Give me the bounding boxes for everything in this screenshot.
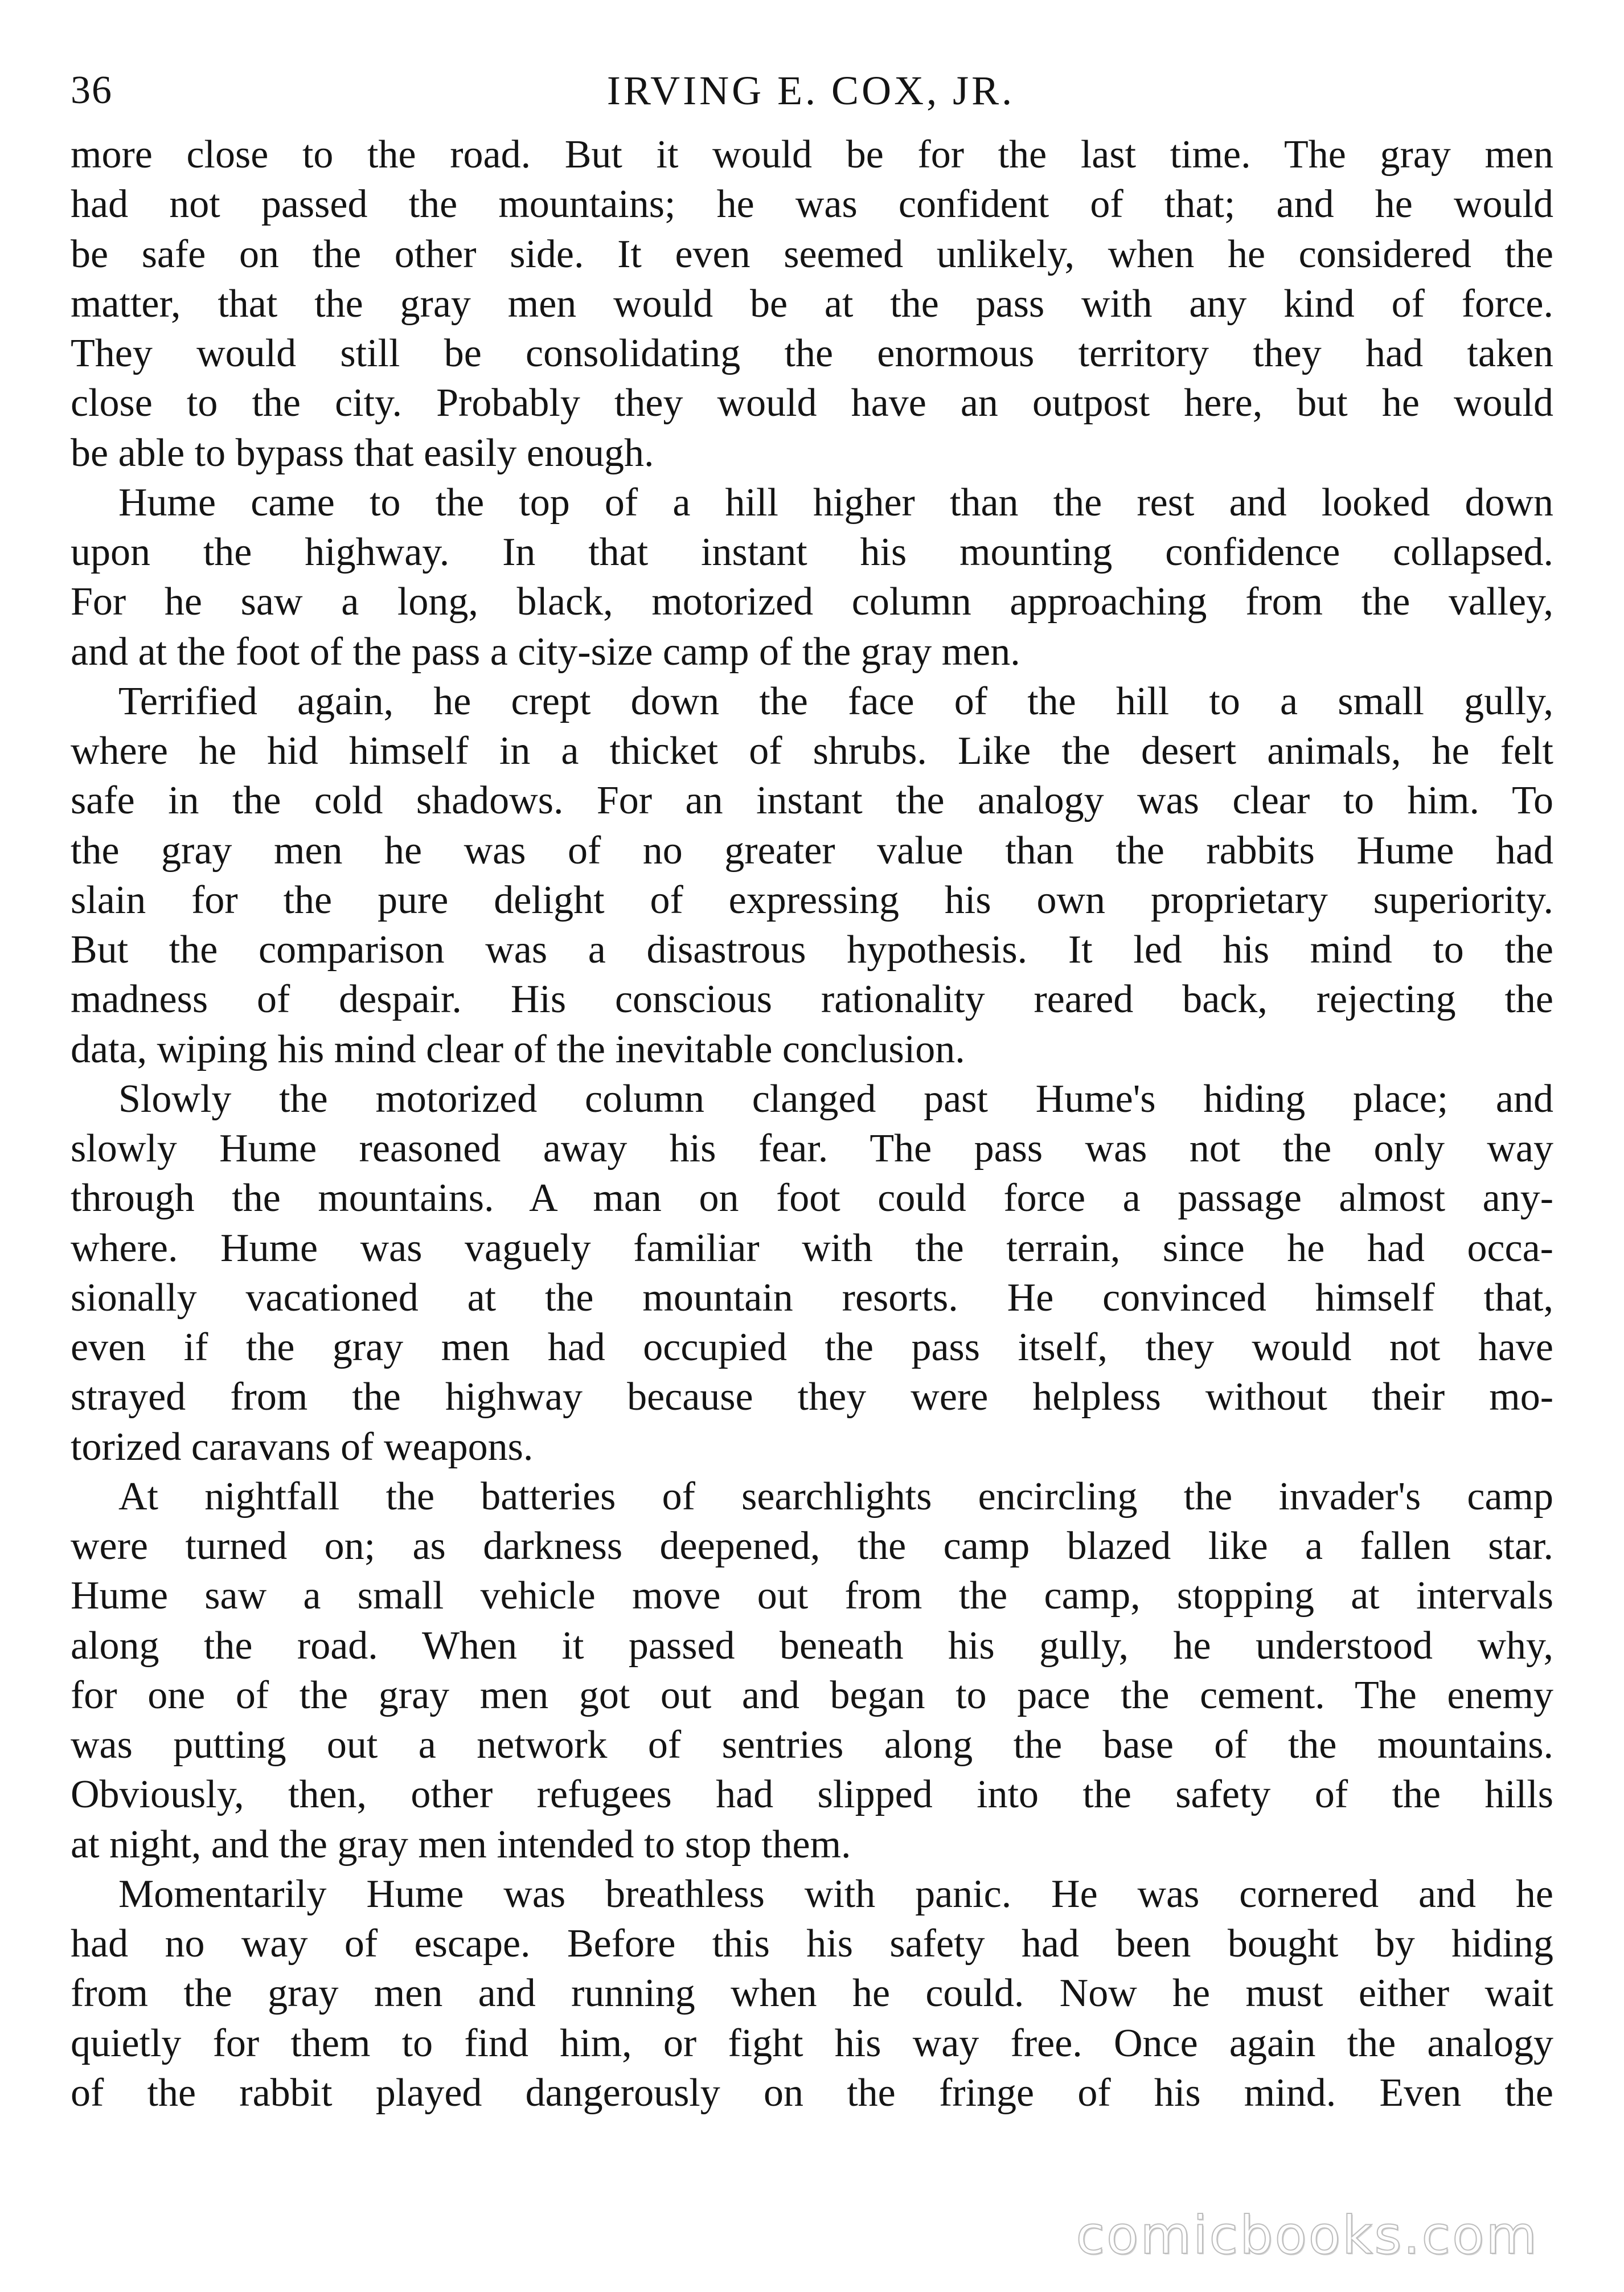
text-line: were turned on; as darkness deepened, the camp blazed like a fallen star. — [71, 1524, 1553, 1568]
paragraph-first-line: Slowly the motorized column clanged past Hume's hiding place; and — [118, 1077, 1553, 1121]
text-line: Obviously, then, other refugees had slipped into the safety of the hills — [71, 1773, 1553, 1817]
page-number: 36 — [71, 68, 113, 112]
text-line: safe in the cold shadows. For an instant the analogy was clear to him. To — [71, 779, 1553, 823]
text-line: matter, that the gray men would be at the pass with any kind of force. — [71, 281, 1553, 326]
text-line: had no way of escape. Before this his safety had been bought by hiding — [71, 1922, 1553, 1966]
paragraph-first-line: Terrified again, he crept down the face of the hill to a small gully, — [118, 679, 1553, 723]
text-line: They would still be consolidating the enormous territory they had taken — [71, 331, 1553, 375]
text-line: data, wiping his mind clear of the inevitable conclusion. — [71, 1027, 965, 1071]
text-line: torized caravans of weapons. — [71, 1425, 534, 1469]
text-line: slain for the pure delight of expressing his own proprietary superiority. — [71, 878, 1553, 922]
text-line: and at the foot of the pass a city-size camp of the gray men. — [71, 629, 1020, 674]
paragraph-first-line: Momentarily Hume was breathless with panic. He was cornered and he — [118, 1872, 1553, 1916]
running-head-title: IRVING E. COX, JR. — [606, 68, 1015, 113]
text-line: through the mountains. A man on foot could force a passage almost any- — [71, 1176, 1553, 1221]
text-line: from the gray men and running when he could. Now he must either wait — [71, 1971, 1553, 2016]
text-line: For he saw a long, black, motorized column approaching from the valley, — [71, 580, 1553, 624]
text-line: quietly for them to find him, or fight his way free. Once again the analogy — [71, 2021, 1553, 2065]
text-line: be safe on the other side. It even seemed unlikely, when he considered the — [71, 232, 1553, 276]
text-line: Hume saw a small vehicle move out from the camp, stopping at intervals — [71, 1574, 1553, 1618]
text-line: had not passed the mountains; he was confident of that; and he would — [71, 182, 1553, 227]
text-line: slowly Hume reasoned away his fear. The pass was not the only way — [71, 1127, 1553, 1170]
body-text — [71, 130, 1553, 2118]
text-line: But the comparison was a disastrous hypothesis. It led his mind to the — [71, 928, 1553, 972]
text-line: more close to the road. But it would be for the last time. The gray men — [71, 133, 1553, 177]
text-line: the gray men he was of no greater value than the rabbits Hume had — [71, 828, 1553, 873]
text-line: even if the gray men had occupied the pass itself, they would not have — [71, 1325, 1553, 1369]
text-line: sionally vacationed at the mountain resorts. He convinced himself that, — [71, 1275, 1553, 1320]
text-line: close to the city. Probably they would have an outpost here, but he would — [71, 381, 1553, 425]
text-line: upon the highway. In that instant his mounting confidence collapsed. — [71, 530, 1553, 574]
text-line: along the road. When it passed beneath his gully, he understood why, — [71, 1623, 1553, 1668]
paragraph-first-line: At nightfall the batteries of searchlights encircling the invader's camp — [118, 1474, 1553, 1519]
text-line: for one of the gray men got out and began to pace the cement. The enemy — [71, 1673, 1553, 1717]
text-line: strayed from the highway because they were helpless without their mo- — [71, 1375, 1553, 1419]
text-line: where he hid himself in a thicket of shrubs. Like the desert animals, he felt — [71, 729, 1553, 773]
text-line: of the rabbit played dangerously on the fringe of his mind. Even the — [71, 2070, 1553, 2115]
paragraph-first-line: Hume came to the top of a hill higher than the rest and looked down — [118, 480, 1553, 525]
running-head — [71, 59, 1551, 122]
text-line: where. Hume was vaguely familiar with the terrain, since he had occa- — [71, 1226, 1553, 1270]
text-line: be able to bypass that easily enough. — [71, 431, 654, 475]
text-line: at night, and the gray men intended to stop them. — [71, 1822, 851, 1867]
text-line: was putting out a network of sentries along the base of the mountains. — [71, 1723, 1553, 1767]
text-line: madness of despair. His conscious rationality reared back, rejecting the — [71, 977, 1553, 1022]
site-watermark: comicbooks.com — [1076, 2205, 1539, 2266]
